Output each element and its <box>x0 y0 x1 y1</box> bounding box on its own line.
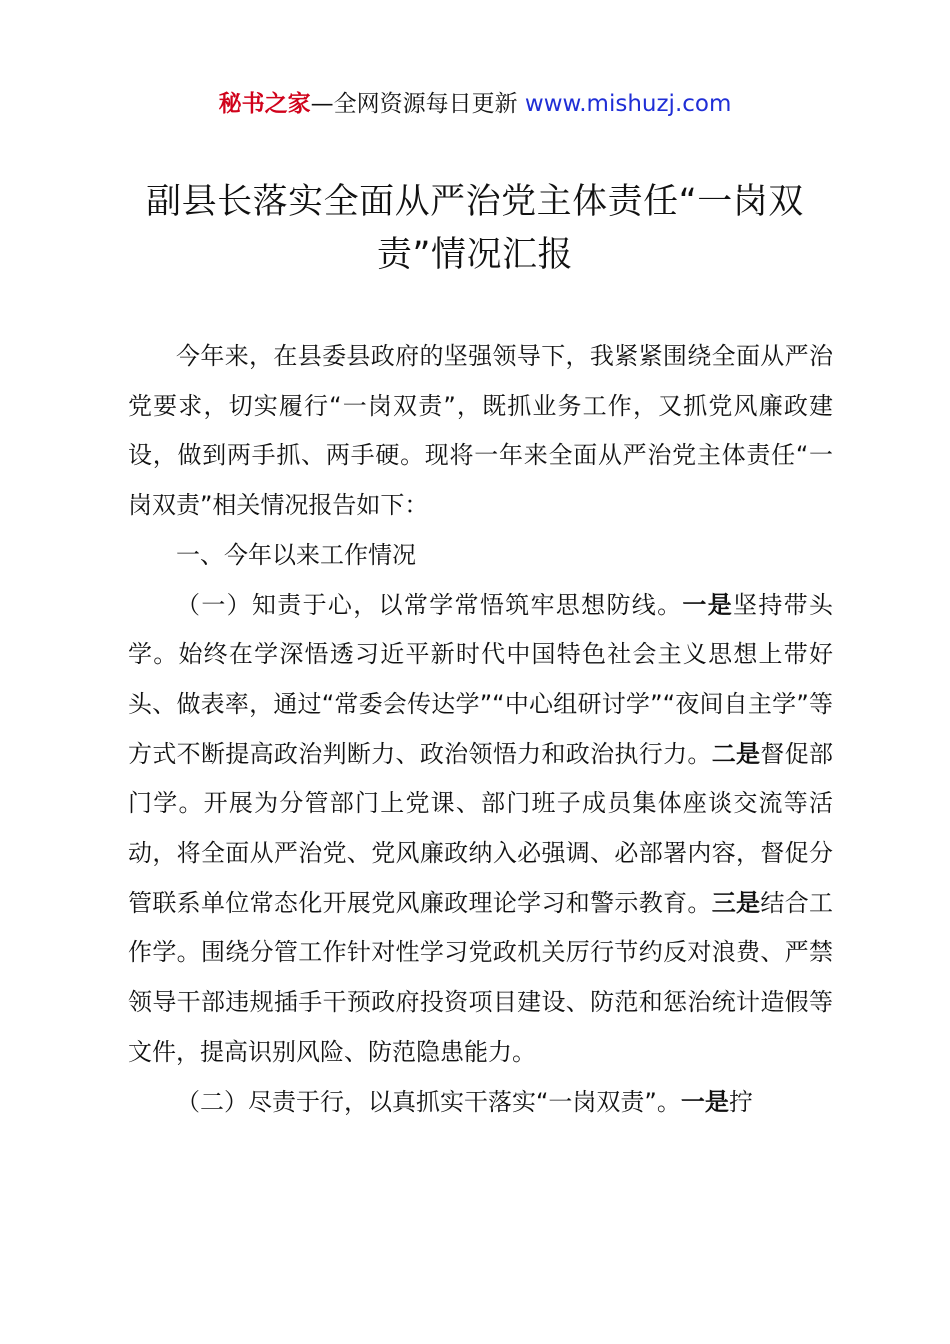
site-header <box>0 86 950 122</box>
subsection-1-paragraph <box>128 581 833 1078</box>
subsection-2-paragraph <box>128 1078 833 1128</box>
section-heading: 一、今年以来工作情况 <box>176 540 416 569</box>
intro-paragraph: 今年来，在县委县政府的坚强领导下，我紧紧围绕全面从严治党要求，切实履行“一岗双责”，既抓业务工作，又抓党风廉政建设，做到两手抓、两手硬。现将一年来全面从严治党主体责任“一岗双责”相关情况报告如下： <box>128 342 833 520</box>
subsection-2-heading: （二）尽责于行，以真抓实干落实“一岗双责”。 <box>176 1087 681 1116</box>
site-url-link[interactable]: www.mishuzj.com <box>517 91 732 117</box>
point-text: 结合工作学。围绕分管工作针对性学习党政机关厉行节约反对浪费、严禁领导干部违规插手干预政府投资项目建设、防范和惩治统计造假等文件，提高识别风险、防范隐患能力。 <box>128 888 834 1066</box>
subsection-1-heading: （一）知责于心，以常学常悟筑牢思想防线。 <box>176 590 683 619</box>
point-text: 拧 <box>728 1087 753 1116</box>
point-text: 督促部门学。开展为分管部门上党课、部门班子成员集体座谈交流等活动，将全面从严治党、党风廉政纳入必强调、必部署内容，督促分管联系单位常态化开展党风廉政理论学习和警示教育。 <box>128 739 834 917</box>
point-text: 坚持带头学。始终在学深悟透习近平新时代中国特色社会主义思想上带好头、做表率，通过“常委会传达学”“中心组研讨学”“夜间自主学”等方式不断提高政治判断力、政治领悟力和政治执行力。 <box>128 590 834 768</box>
site-tagline: —全网资源每日更新 <box>310 91 518 117</box>
site-brand: 秘书之家 <box>218 91 311 117</box>
point-label: 二是 <box>711 739 761 768</box>
point-label: 一是 <box>680 1087 729 1116</box>
point-label: 一是 <box>682 590 734 619</box>
document-title: 副县长落实全面从严治党主体责任“一岗双责”情况汇报 <box>146 182 804 275</box>
point-label: 三是 <box>711 888 761 917</box>
document-body <box>128 332 833 1127</box>
